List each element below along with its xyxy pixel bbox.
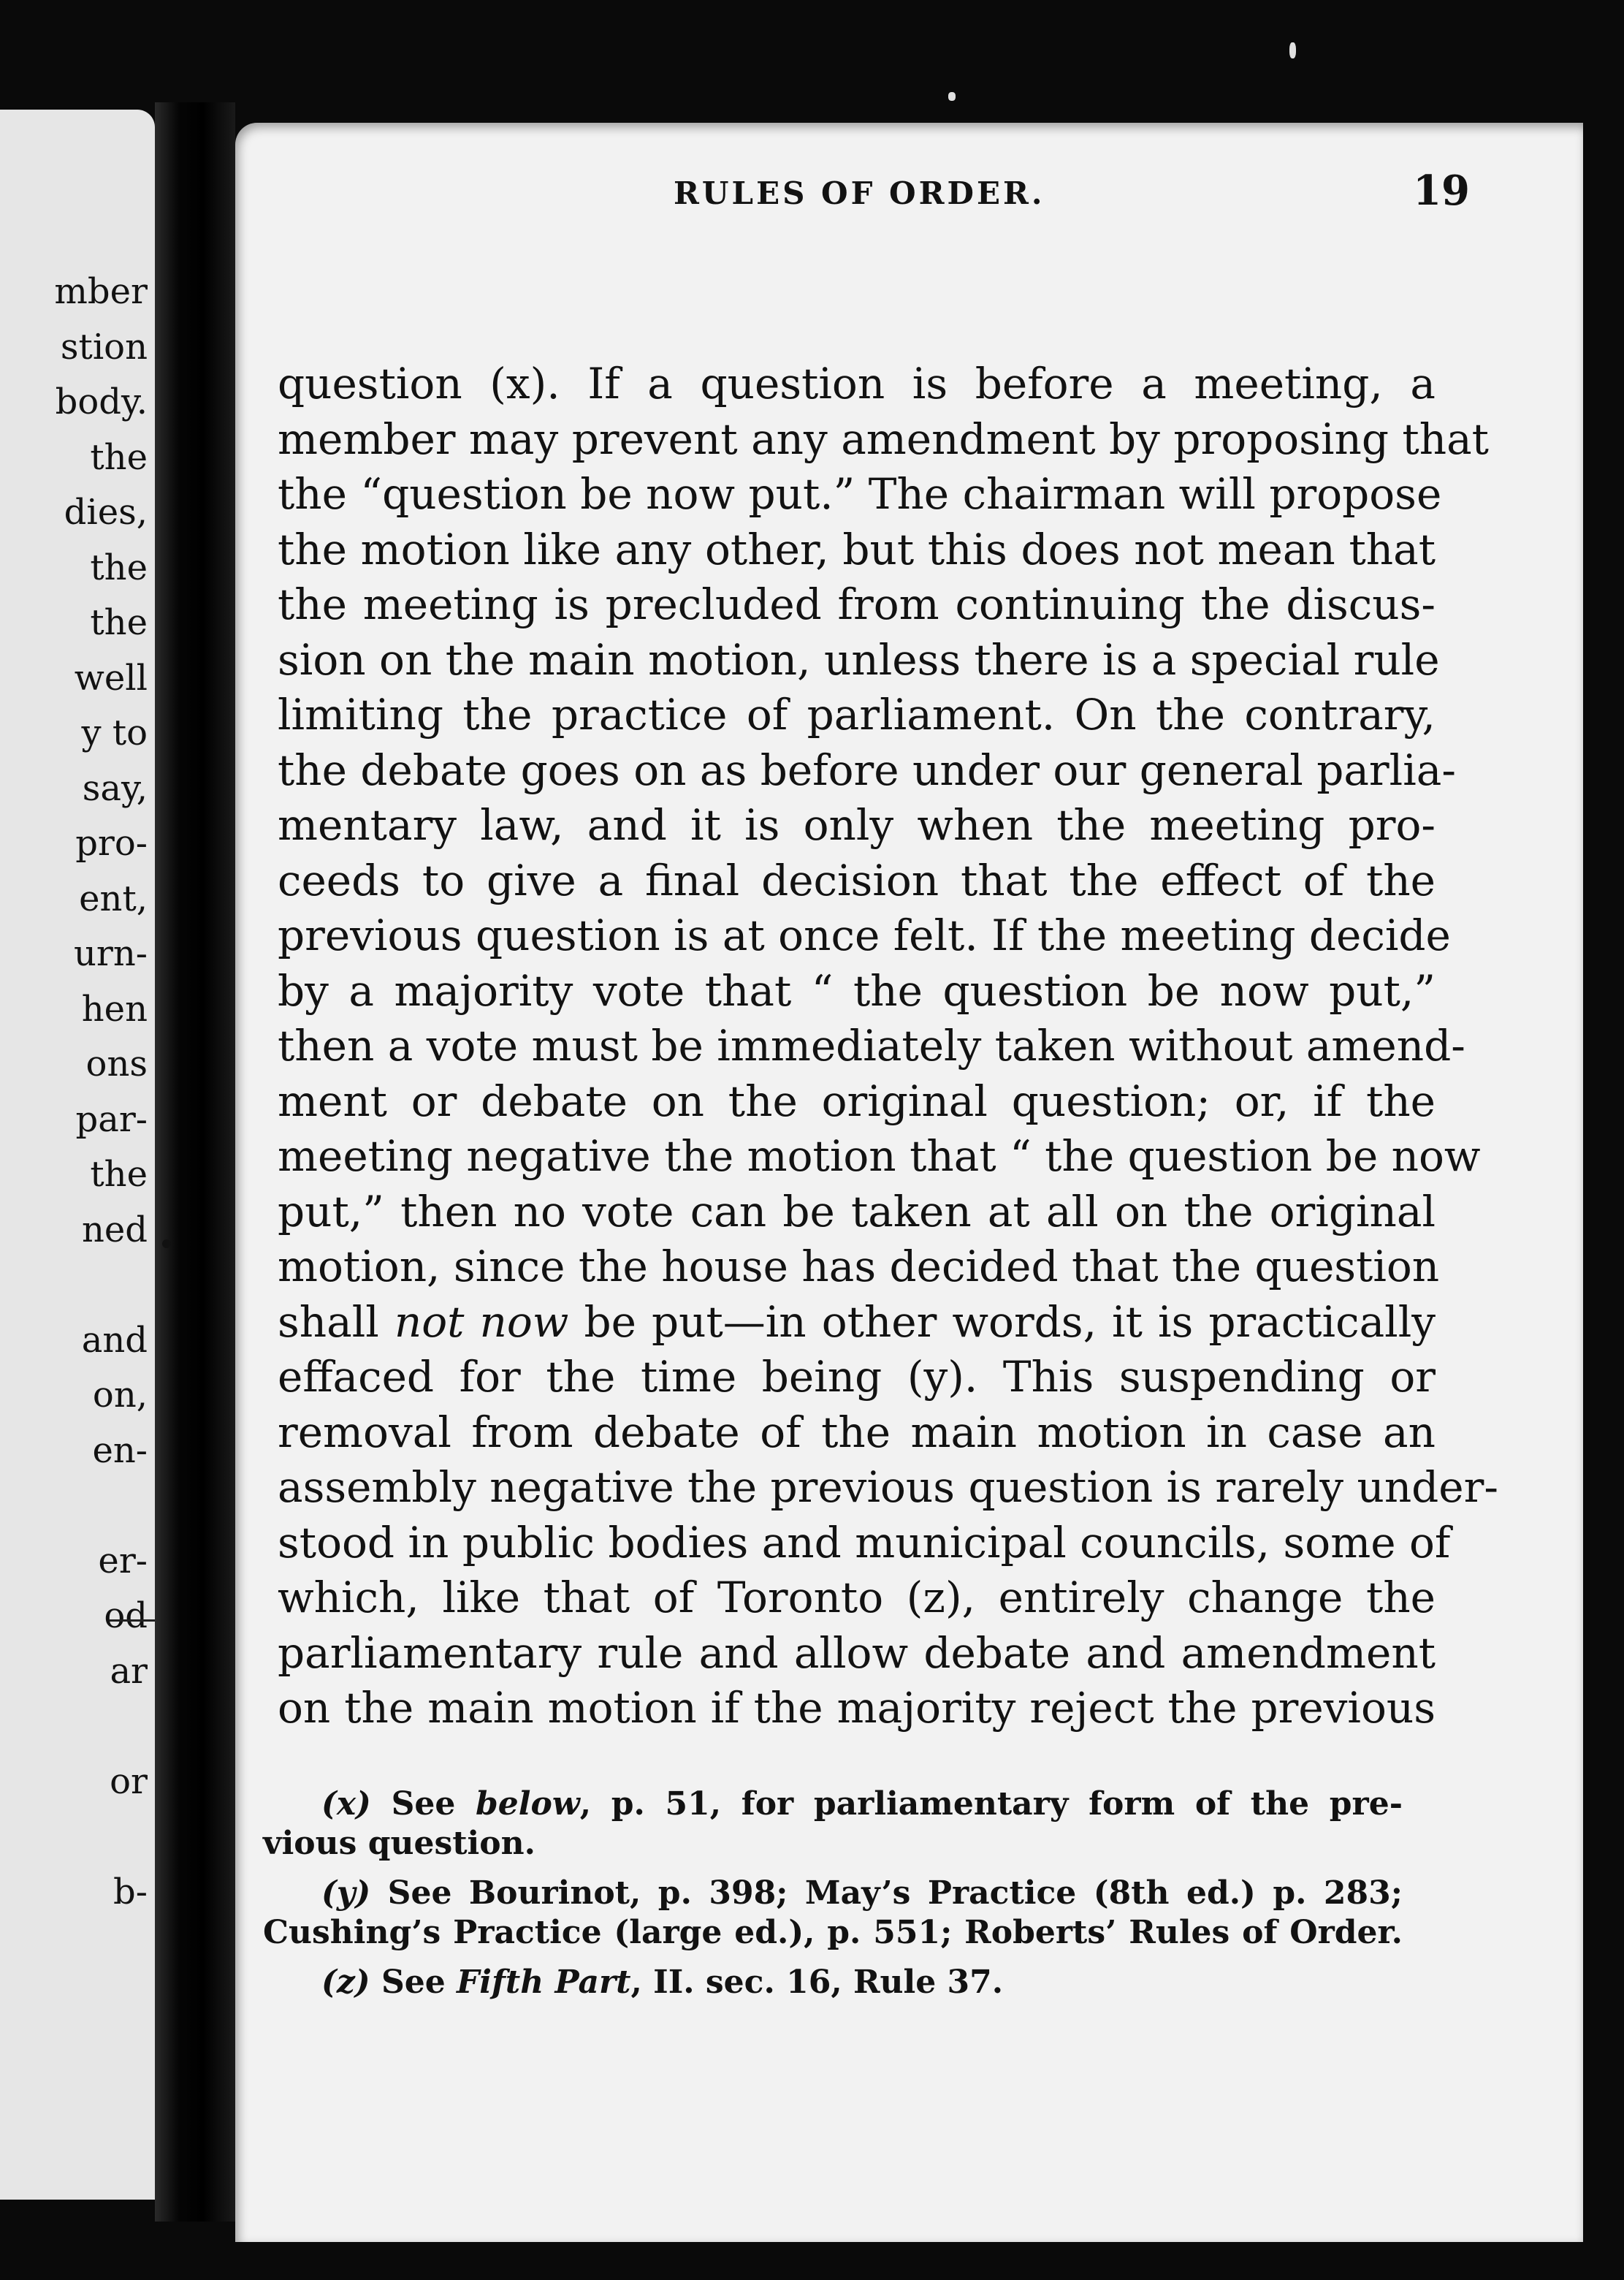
left-page-fragment: ent, <box>79 878 148 919</box>
left-page-fragment: the <box>90 1154 148 1195</box>
left-page-fragment: er- <box>98 1540 148 1581</box>
body-line: question (x). If a question is before a meeting, a <box>278 359 1436 408</box>
footnote-z <box>263 1963 1403 2002</box>
left-page-fragment: the <box>90 602 148 643</box>
body-line: previous question is at once felt. If the meeting decide <box>278 911 1451 960</box>
body-line: member may prevent any amendment by proposing that <box>278 414 1489 464</box>
body-line: the debate goes on as before under our general parlia- <box>278 745 1456 795</box>
left-page-fragment: ned <box>81 1209 148 1250</box>
footnote-text: See <box>370 1964 457 2001</box>
book-gutter <box>155 102 235 2222</box>
body-line: motion, since the house has decided that the question <box>278 1242 1440 1291</box>
left-page-fragment: dies, <box>64 492 148 533</box>
body-line: mentary law, and it is only when the meeting pro- <box>278 800 1436 850</box>
footnote-text: See <box>370 1785 476 1823</box>
body-line: meeting negative the motion that “ the question be now <box>278 1131 1481 1181</box>
body-line: limiting the practice of parliament. On the contrary, <box>278 690 1436 740</box>
footnote-y-continued: Cushing’s Practice (large ed.), p. 551; Roberts’ Rules of Order. <box>263 1914 1403 1951</box>
left-page-fragment: the <box>90 436 148 478</box>
footnote-mark: (z) <box>321 1964 370 2001</box>
footnote-text: , p. 51, for parliamentary form of the pre- <box>579 1785 1403 1823</box>
body-line: put,” then no vote can be taken at all on the original <box>278 1186 1436 1236</box>
left-page-fragment: od <box>104 1595 148 1636</box>
body-line: the motion like any other, but this does not mean that <box>278 524 1436 574</box>
footnote-text: , II. sec. 16, Rule 37. <box>630 1964 1004 2001</box>
page-number: 19 <box>1413 167 1470 215</box>
left-page-fragment: urn- <box>74 933 148 974</box>
body-line: then a vote must be immediately taken without amend- <box>278 1021 1465 1071</box>
footnote-italic: Fifth Part <box>457 1964 631 2001</box>
body-line: on the main motion if the majority reject the previous <box>278 1683 1436 1733</box>
footnotes <box>263 1785 1403 2002</box>
body-line: effaced for the time being (y). This suspending or <box>278 1352 1436 1402</box>
left-page-fragment: say, <box>82 767 148 809</box>
body-line: which, like that of Toronto (z), entirely change the <box>278 1573 1436 1622</box>
left-page-fragment: b- <box>113 1871 148 1912</box>
footnote-mark: (x) <box>321 1785 371 1823</box>
left-page-fragment: or <box>110 1760 148 1802</box>
body-line: parliamentary rule and allow debate and amendment <box>278 1627 1436 1678</box>
footnote-x-continued: vious question. <box>263 1825 535 1862</box>
body-text <box>278 357 1498 1736</box>
footnote-y <box>263 1874 1403 1913</box>
body-line: stood in public bodies and municipal councils, some of <box>278 1517 1451 1568</box>
footnote-x <box>263 1785 1403 1824</box>
body-line: ceeds to give a final decision that the effect of the <box>278 855 1436 905</box>
body-line: sion on the main motion, unless there is a special rule <box>278 634 1440 685</box>
left-page-fragment: mber <box>54 271 148 312</box>
left-page-fragment: en- <box>92 1429 148 1471</box>
italic-emphasis: not now <box>394 1296 569 1347</box>
left-page-fragment: body. <box>55 381 148 422</box>
body-line-with-italic <box>278 1295 1436 1350</box>
left-page-fragment: well <box>74 657 148 699</box>
left-page-fragment: stion <box>60 326 148 368</box>
left-page-fragment: ons <box>85 1044 148 1084</box>
body-line: by a majority vote that “ the question be now put,” <box>278 965 1436 1016</box>
body-line: the “question be now put.” The chairman will propose <box>278 469 1442 519</box>
body-text-run: shall <box>278 1296 394 1347</box>
left-page-fragment: and <box>81 1319 148 1361</box>
scan-speck <box>1289 42 1296 58</box>
body-line: removal from debate of the main motion in case an <box>278 1407 1436 1457</box>
left-page-fragment: pro- <box>75 823 148 864</box>
left-facing-page <box>0 110 155 2200</box>
body-line: assembly negative the previous question is rarely under- <box>278 1462 1498 1512</box>
footnote-text: See Bourinot, p. 398; May’s Practice (8th ed.) p. 283; <box>370 1874 1403 1912</box>
left-page-fragment: hen <box>81 988 148 1030</box>
scan-speck <box>948 92 956 101</box>
left-page-fragment: on, <box>92 1375 148 1416</box>
body-line: ment or debate on the original question; or, if the <box>278 1076 1436 1126</box>
running-title: RULES OF ORDER. <box>674 175 1045 211</box>
left-page-fragment: par- <box>75 1098 148 1140</box>
left-page-fragment: ar <box>110 1650 148 1692</box>
left-page-rule <box>110 1619 155 1622</box>
body-text-run: be put—in other words, it is practically <box>568 1296 1436 1347</box>
left-page-fragment: y to <box>81 712 148 753</box>
running-head <box>235 167 1470 218</box>
footnote-italic: below <box>476 1785 580 1823</box>
scan-speck <box>162 1239 171 1248</box>
footnote-mark: (y) <box>321 1874 371 1912</box>
body-line: the meeting is precluded from continuing the discus- <box>278 580 1436 629</box>
left-page-fragment: the <box>90 547 148 588</box>
